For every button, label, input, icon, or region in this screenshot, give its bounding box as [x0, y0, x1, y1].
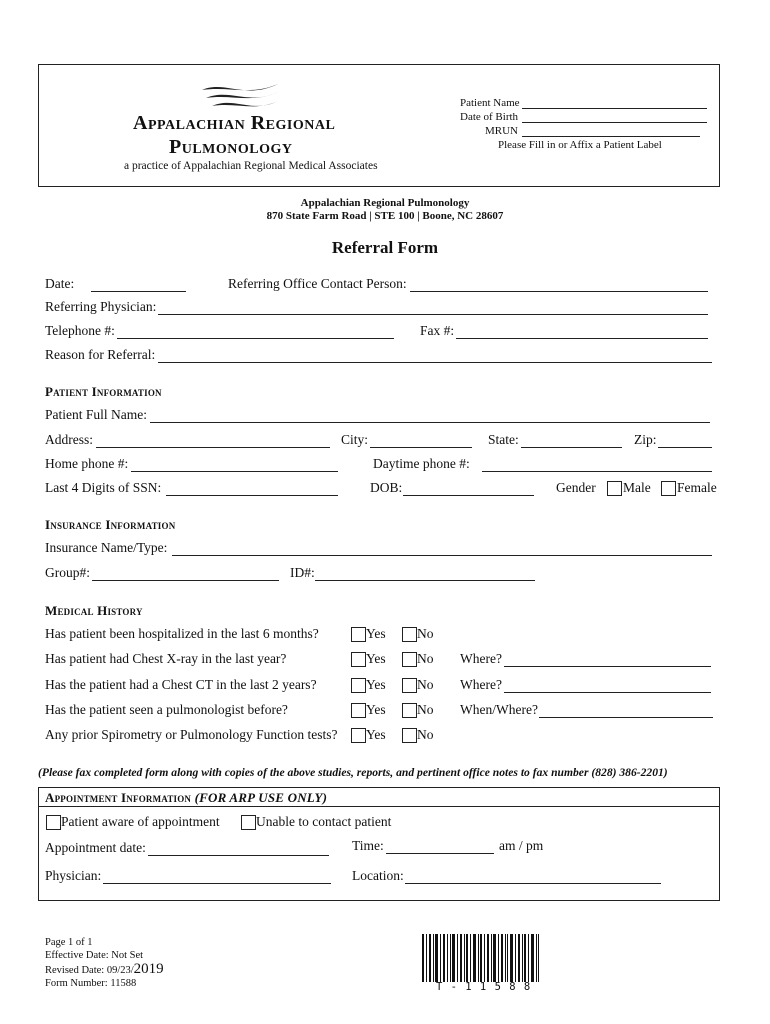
time-label: Time:	[352, 838, 384, 853]
question-spirometry: Any prior Spirometry or Pulmonology Function tests?	[45, 727, 338, 742]
city-field[interactable]	[370, 447, 472, 448]
hospitalized-no-label: No	[417, 626, 434, 641]
date-field[interactable]	[91, 291, 186, 292]
hospitalized-yes-label: Yes	[366, 626, 386, 641]
group-label: Group#:	[45, 565, 90, 580]
label-mrun-line[interactable]	[522, 136, 700, 137]
date-label: Date:	[45, 276, 75, 291]
zip-label: Zip:	[634, 432, 657, 447]
xray-where-label: Where?	[460, 651, 502, 666]
dob-field[interactable]	[403, 495, 534, 496]
state-field[interactable]	[521, 447, 622, 448]
location-label: Location:	[352, 868, 404, 883]
zip-field[interactable]	[658, 447, 712, 448]
patient-name-label: Patient Full Name:	[45, 407, 147, 422]
gender-female-label: Female	[677, 480, 717, 495]
dob-label: DOB:	[370, 480, 403, 495]
revised-date	[45, 961, 164, 978]
unable-contact-checkbox[interactable]	[241, 815, 256, 830]
id-field[interactable]	[315, 580, 535, 581]
ct-where-field[interactable]	[504, 692, 711, 693]
insurance-name-label: Insurance Name/Type:	[45, 540, 168, 555]
home-phone-label: Home phone #:	[45, 456, 129, 471]
address-field[interactable]	[96, 447, 330, 448]
org-tagline: a practice of Appalachian Regional Medical Associates	[124, 160, 378, 172]
patient-aware-checkbox[interactable]	[46, 815, 61, 830]
gender-male-checkbox[interactable]	[607, 481, 622, 496]
telephone-field[interactable]	[117, 338, 394, 339]
label-patient-name: Patient Name	[460, 97, 520, 109]
question-pulmonologist: Has the patient seen a pulmonologist before?	[45, 702, 288, 717]
pulmonologist-yes-label: Yes	[366, 702, 386, 717]
label-patient-name-line[interactable]	[522, 108, 707, 109]
home-phone-field[interactable]	[131, 471, 338, 472]
spirometry-no-checkbox[interactable]	[402, 728, 417, 743]
xray-no-label: No	[417, 651, 434, 666]
reason-field[interactable]	[158, 362, 712, 363]
ct-where-label: Where?	[460, 677, 502, 692]
ct-yes-label: Yes	[366, 677, 386, 692]
patient-info-heading: Patient Information	[45, 384, 162, 399]
ct-no-checkbox[interactable]	[402, 678, 417, 693]
gender-male-label: Male	[623, 480, 651, 495]
group-field[interactable]	[92, 580, 279, 581]
daytime-phone-field[interactable]	[482, 471, 712, 472]
fax-label: Fax #:	[420, 323, 455, 338]
contact-person-field[interactable]	[410, 291, 708, 292]
insurance-name-field[interactable]	[172, 555, 712, 556]
xray-where-field[interactable]	[504, 666, 711, 667]
referring-physician-label: Referring Physician:	[45, 299, 157, 314]
page-number: Page 1 of 1	[45, 937, 93, 948]
appointment-date-field[interactable]	[148, 855, 329, 856]
appointment-heading-note: (FOR ARP USE ONLY)	[194, 790, 328, 805]
state-label: State:	[488, 432, 519, 447]
barcode-text: T - 1 1 5 8 8	[436, 981, 532, 993]
pulmonologist-when-field[interactable]	[539, 717, 713, 718]
pulmonologist-no-label: No	[417, 702, 434, 717]
physician-label: Physician:	[45, 868, 102, 883]
appointment-heading	[45, 790, 327, 806]
spirometry-yes-checkbox[interactable]	[351, 728, 366, 743]
id-label: ID#:	[290, 565, 315, 580]
xray-yes-checkbox[interactable]	[351, 652, 366, 667]
address-label: Address:	[45, 432, 93, 447]
gender-label: Gender	[556, 480, 596, 495]
question-chest-xray: Has patient had Chest X-ray in the last year?	[45, 651, 287, 666]
appointment-heading-rule	[39, 806, 719, 807]
city-label: City:	[341, 432, 369, 447]
fax-instructions: (Please fax completed form along with copies of the above studies, reports, and pertinent office notes to fax number (828) 386-2201)	[38, 766, 668, 779]
page-title: Referral Form	[331, 238, 439, 257]
patient-name-field[interactable]	[150, 422, 710, 423]
ct-no-label: No	[417, 677, 434, 692]
appointment-heading-text: Appointment Information	[45, 790, 192, 805]
ssn-field[interactable]	[166, 495, 338, 496]
form-number: Form Number: 11588	[45, 978, 137, 989]
org-name-line1: Appalachian Regional	[133, 112, 336, 134]
medical-history-heading: Medical History	[45, 603, 143, 618]
ampm-label: am / pm	[499, 838, 544, 853]
hospitalized-yes-checkbox[interactable]	[351, 627, 366, 642]
physician-field[interactable]	[103, 883, 331, 884]
revised-date-prefix: Revised Date: 09/23/	[45, 965, 134, 976]
label-mrun: MRUN	[485, 125, 519, 137]
xray-yes-label: Yes	[366, 651, 386, 666]
label-dob-line[interactable]	[522, 122, 707, 123]
ct-yes-checkbox[interactable]	[351, 678, 366, 693]
barcode-icon	[422, 934, 539, 982]
fax-field[interactable]	[456, 338, 708, 339]
pulmonologist-yes-checkbox[interactable]	[351, 703, 366, 718]
time-field[interactable]	[386, 853, 494, 854]
org-name-line2: Pulmonology	[169, 136, 293, 158]
reason-label: Reason for Referral:	[45, 347, 156, 362]
logo-swoosh-icon	[200, 74, 280, 116]
question-chest-ct: Has the patient had a Chest CT in the last 2 years?	[45, 677, 317, 692]
referring-physician-field[interactable]	[158, 314, 708, 315]
contact-person-label: Referring Office Contact Person:	[228, 276, 407, 291]
spirometry-no-label: No	[417, 727, 434, 742]
location-field[interactable]	[405, 883, 661, 884]
daytime-phone-label: Daytime phone #:	[373, 456, 470, 471]
unable-contact-label: Unable to contact patient	[256, 814, 392, 829]
ssn-label: Last 4 Digits of SSN:	[45, 480, 162, 495]
practice-name: Appalachian Regional Pulmonology	[300, 197, 470, 209]
effective-date: Effective Date: Not Set	[45, 950, 144, 961]
insurance-info-heading: Insurance Information	[45, 517, 176, 532]
xray-no-checkbox[interactable]	[402, 652, 417, 667]
label-note: Please Fill in or Affix a Patient Label	[498, 139, 662, 151]
gender-female-checkbox[interactable]	[661, 481, 676, 496]
practice-address: 870 State Farm Road | STE 100 | Boone, NC 28607	[266, 210, 504, 222]
pulmonologist-no-checkbox[interactable]	[402, 703, 417, 718]
telephone-label: Telephone #:	[45, 323, 115, 338]
question-hospitalized: Has patient been hospitalized in the last 6 months?	[45, 626, 319, 641]
spirometry-yes-label: Yes	[366, 727, 386, 742]
label-dob: Date of Birth	[460, 111, 519, 123]
pulmonologist-when-label: When/Where?	[460, 702, 538, 717]
patient-aware-label: Patient aware of appointment	[61, 814, 220, 829]
hospitalized-no-checkbox[interactable]	[402, 627, 417, 642]
revised-date-year: 2019	[133, 961, 164, 977]
appointment-date-label: Appointment date:	[45, 840, 146, 855]
